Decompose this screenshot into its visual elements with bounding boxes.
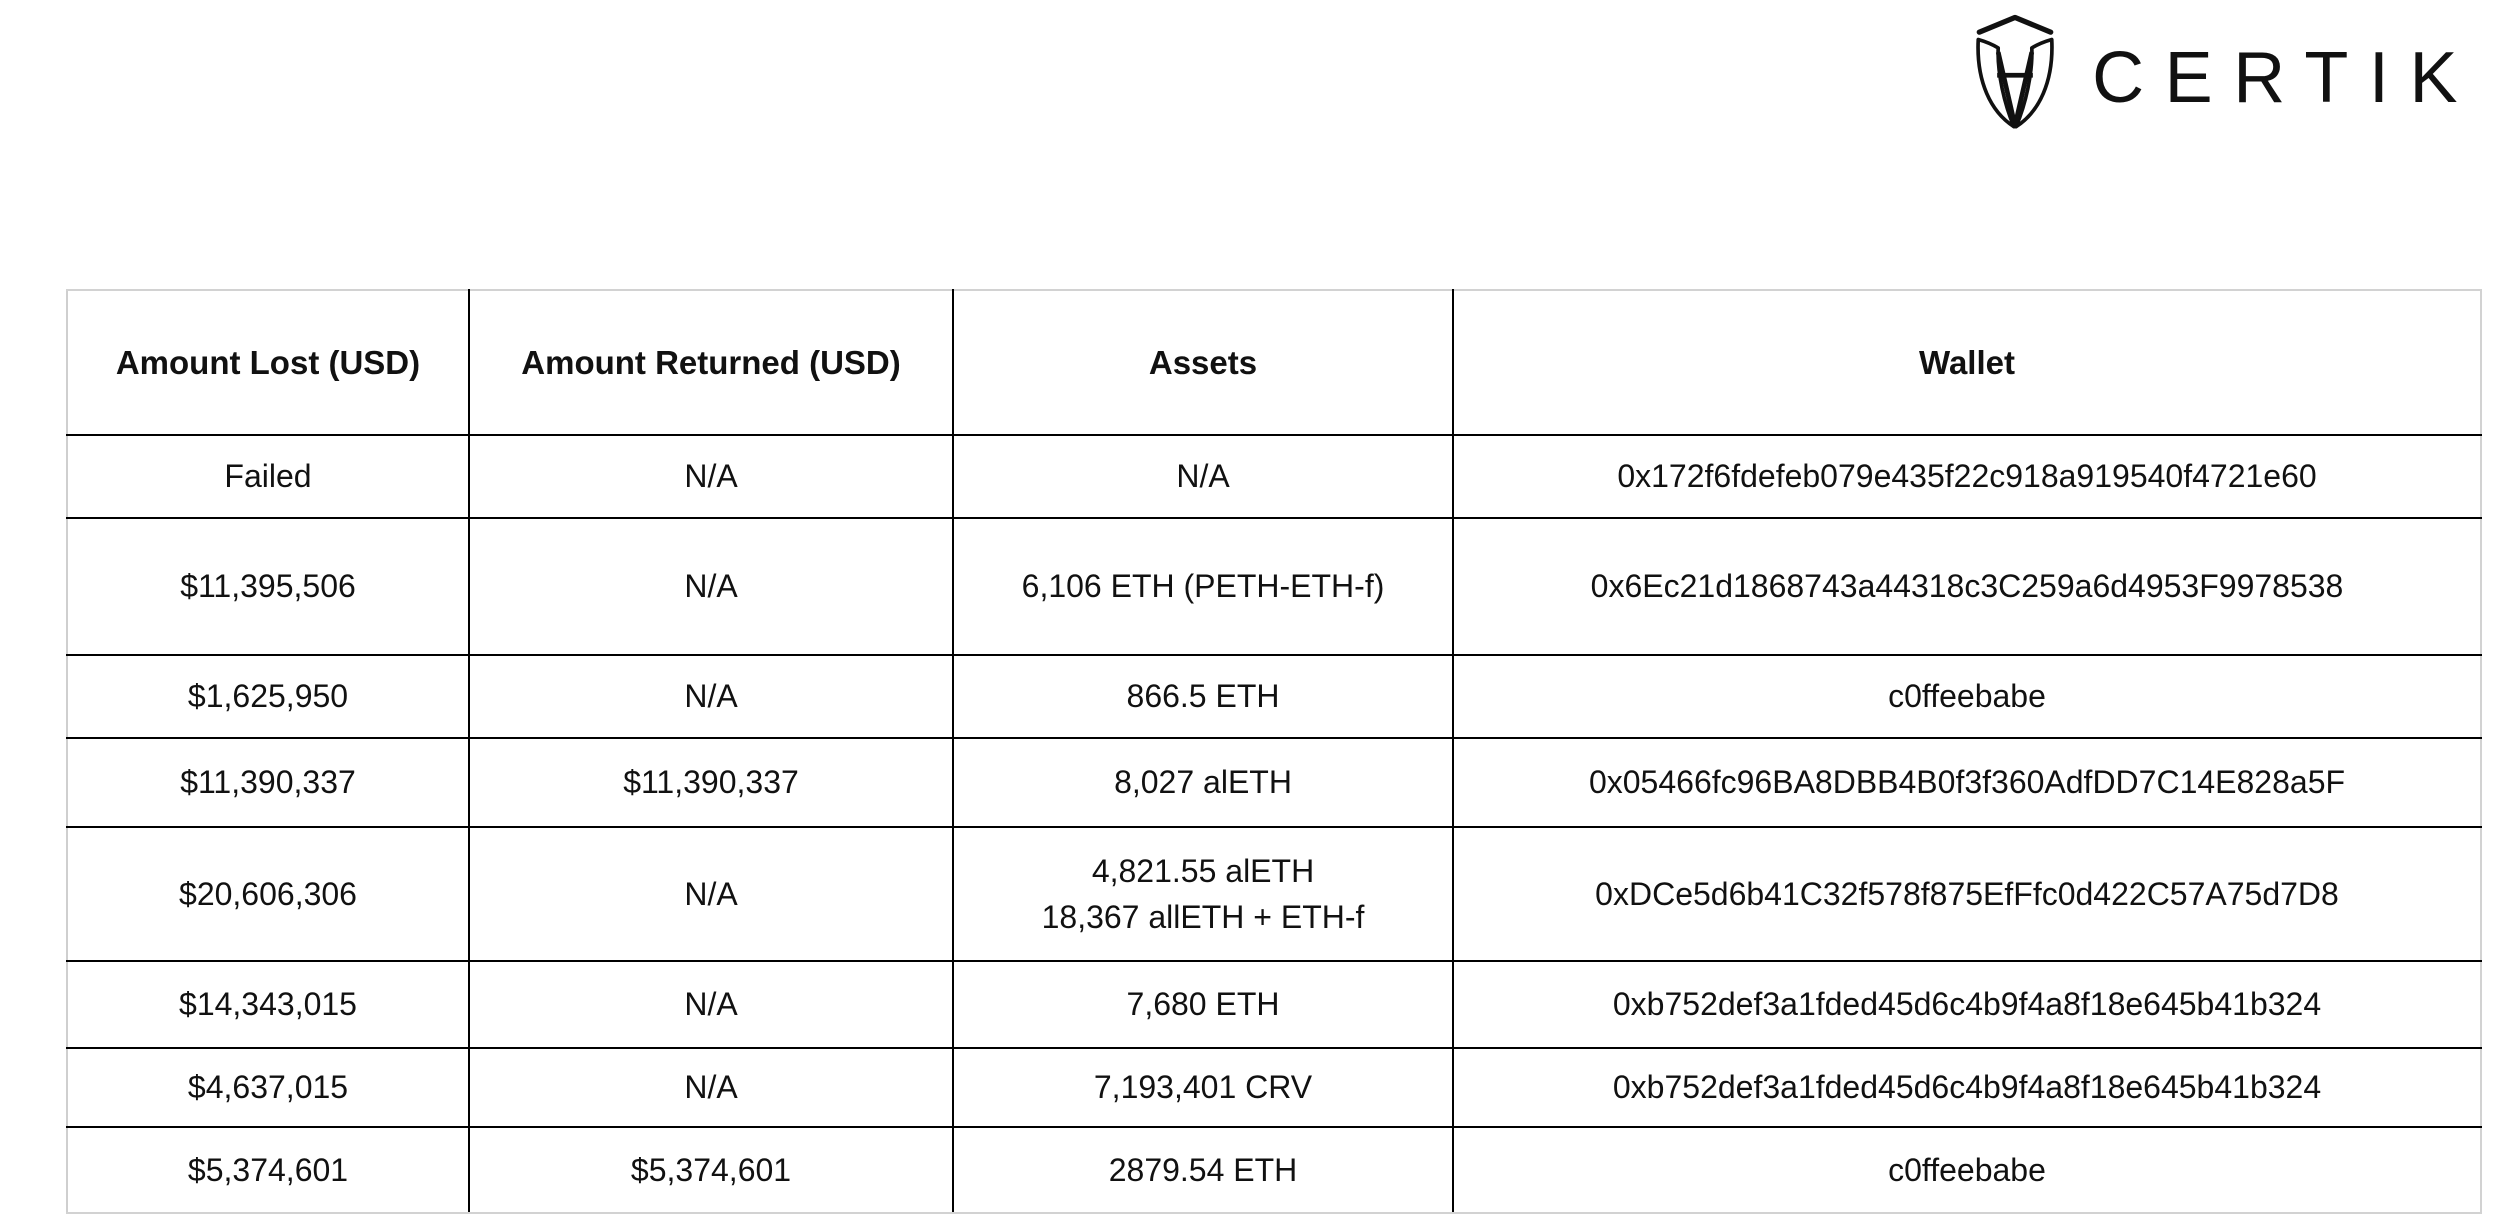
col-header-amount-returned: Amount Returned (USD) [469, 290, 953, 435]
cell-amount-returned: N/A [469, 1048, 953, 1127]
cell-wallet: c0ffeebabe [1453, 1127, 2481, 1213]
cell-amount-lost: $14,343,015 [67, 961, 469, 1048]
cell-assets: 7,680 ETH [953, 961, 1453, 1048]
cell-assets: 6,106 ETH (PETH-ETH-f) [953, 518, 1453, 655]
cell-assets: 8,027 alETH [953, 738, 1453, 827]
cell-amount-lost: $11,390,337 [67, 738, 469, 827]
table-body [67, 435, 2481, 1213]
cell-wallet: 0xb752def3a1fded45d6c4b9f4a8f18e645b41b324 [1453, 1048, 2481, 1127]
table-row [67, 1127, 2481, 1213]
cell-assets: N/A [953, 435, 1453, 518]
cell-wallet: c0ffeebabe [1453, 655, 2481, 738]
cell-amount-lost: $5,374,601 [67, 1127, 469, 1213]
certik-wordmark: CERTIK [2092, 38, 2478, 118]
cell-assets: 866.5 ETH [953, 655, 1453, 738]
col-header-amount-lost: Amount Lost (USD) [67, 290, 469, 435]
cell-amount-returned: N/A [469, 435, 953, 518]
col-header-wallet: Wallet [1453, 290, 2481, 435]
table-row [67, 827, 2481, 961]
certik-shield-icon [1954, 8, 2076, 134]
loss-table-container [66, 289, 2480, 1214]
table-row [67, 655, 2481, 738]
cell-amount-lost: $1,625,950 [67, 655, 469, 738]
table-row [67, 961, 2481, 1048]
table-row [67, 435, 2481, 518]
cell-amount-lost: $4,637,015 [67, 1048, 469, 1127]
cell-assets: 7,193,401 CRV [953, 1048, 1453, 1127]
cell-amount-returned: N/A [469, 655, 953, 738]
cell-wallet: 0xb752def3a1fded45d6c4b9f4a8f18e645b41b324 [1453, 961, 2481, 1048]
table-row [67, 518, 2481, 655]
cell-assets: 2879.54 ETH [953, 1127, 1453, 1213]
cell-amount-lost: Failed [67, 435, 469, 518]
cell-amount-returned: N/A [469, 827, 953, 961]
cell-amount-lost: $11,395,506 [67, 518, 469, 655]
table-row [67, 738, 2481, 827]
col-header-assets: Assets [953, 290, 1453, 435]
cell-amount-lost: $20,606,306 [67, 827, 469, 961]
cell-amount-returned: N/A [469, 961, 953, 1048]
cell-wallet: 0xDCe5d6b41C32f578f875EfFfc0d422C57A75d7D8 [1453, 827, 2481, 961]
table-row [67, 1048, 2481, 1127]
cell-amount-returned: $5,374,601 [469, 1127, 953, 1213]
cell-amount-returned: $11,390,337 [469, 738, 953, 827]
cell-wallet: 0x172f6fdefeb079e435f22c918a919540f4721e60 [1453, 435, 2481, 518]
certik-logo [1954, 8, 2478, 134]
cell-wallet: 0x6Ec21d1868743a44318c3C259a6d4953F9978538 [1453, 518, 2481, 655]
cell-wallet: 0x05466fc96BA8DBB4B0f3f360AdfDD7C14E828a5F [1453, 738, 2481, 827]
loss-table [66, 289, 2482, 1214]
header-row [67, 290, 2481, 435]
cell-assets: 4,821.55 alETH 18,367 allETH + ETH-f [953, 827, 1453, 961]
cell-amount-returned: N/A [469, 518, 953, 655]
